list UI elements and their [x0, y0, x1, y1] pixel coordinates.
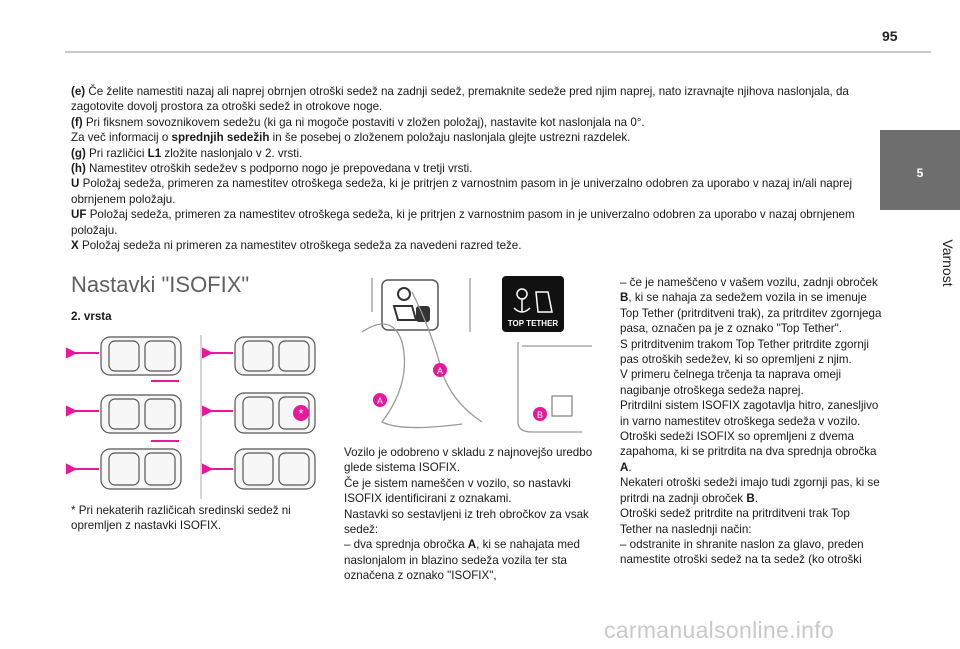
seating-diagram — [65, 331, 333, 503]
seat-row-right-3 — [235, 449, 315, 489]
seat-row-left-3 — [101, 449, 181, 489]
col3-para-ring-b: Nekateri otroški sedeži imajo tudi zgornji pas, ki se pritrdi na zadnji obroček B. — [620, 476, 880, 505]
seat-row-left-2 — [101, 395, 181, 433]
intro-para-info: Za več informacij o sprednjih sedežih in še posebej o zloženem položaju naslonjala glejte ustrezni razdelek. — [71, 131, 631, 145]
col3-para-1: S pritrditvenim trakom Top Tether pritrdite zgornji pas otroških sedežev, ki so opremljeni z njim. — [620, 337, 869, 367]
footnote: * Pri nekaterih različicah sredinski sedež ni opremljen z nastavki ISOFIX. — [71, 504, 291, 533]
marker-a-upper-label: A — [436, 366, 444, 376]
page-number: 95 — [882, 28, 898, 44]
intro-para-e: (e) Če želite namestiti nazaj ali naprej obrnjen otroški sedež na zadnji sedež, premaknite sedeže pred njim naprej, nato izravnajte njihova naslonjala, da zagotovite dovolj prostora za otroški sedež in otrokove noge. — [71, 85, 849, 114]
seat-row-right-1 — [235, 337, 315, 375]
marker-a-lower-label: A — [376, 396, 384, 406]
chapter-tab[interactable] — [880, 130, 960, 210]
watermark: carmanualsonline.info — [604, 617, 835, 643]
seat-row-left-1 — [101, 337, 181, 375]
col3-para-4: Otroški sedež pritrdite na pritrditveni trak Top Tether na naslednji način: — [620, 507, 850, 536]
col3-para-2: V primeru čelnega trčenja ta naprava omeji nagibanje otroškega sedeža naprej. — [620, 368, 842, 397]
header-rule — [65, 51, 931, 53]
isofix-anchors-illustration — [342, 272, 604, 440]
intro-para-x: X Položaj sedeža ni primeren za namestitev otroškega sedeža za navedeni razred teže. — [71, 239, 522, 253]
col2-bullet: – dva sprednja obročka A, ki se nahajata med naslonjalom in blazino sedeža vozila ter sta označena z oznako "ISOFIX", — [344, 538, 580, 583]
col2-para-1: Vozilo je odobreno v skladu z najnovejšo uredbo glede sistema ISOFIX. — [344, 446, 593, 475]
col3-bullet-2: – odstranite in shranite naslon za glavo, preden namestite otroški sedež na ta sedež (ko otroški — [620, 537, 864, 567]
column-3-text — [620, 275, 882, 568]
intro-text — [71, 84, 861, 253]
col3-para-3: Pritrdilni sistem ISOFIX zagotavlja hitro, zanesljivo in varno namestitev otroškega sedeža v vozilo. — [620, 399, 879, 428]
column-2-text — [344, 445, 606, 584]
intro-para-g: (g) Pri različici L1 zložite naslonjalo v 2. vrsti. — [71, 146, 303, 160]
col3-bullet-1: – če je nameščeno v vašem vozilu, zadnji obroček B, ki se nahaja za sedežem vozila in se imenuje Top Tether (pritrditveni trak), za pritrditev zgornjega pasa, označen pa je z oznako "Top Tether". — [620, 276, 882, 336]
col2-para-3: Nastavki so sestavljeni iz treh obročkov za vsak sedež: — [344, 507, 589, 537]
top-tether-label: TOP TETHER — [507, 319, 559, 328]
chapter-label: Varnost — [940, 239, 956, 287]
chapter-number: 5 — [916, 166, 924, 180]
col3-para-rings-a: Otroški sedeži ISOFIX so opremljeni z dvema zapahoma, ki se pritrdita na dva sprednja obročka A. — [620, 430, 877, 474]
intro-para-f: (f) Pri fiksnem sovoznikovem sedežu (ki ga ni mogoče postaviti v zložen položaj), nastavite kot naslonjala na 0°. — [71, 115, 645, 129]
top-tether-badge — [502, 276, 564, 332]
section-title: Nastavki "ISOFIX" — [71, 272, 250, 297]
col2-para-2: Če je sistem nameščen v vozilo, so nastavki ISOFIX identificirani z oznakami. — [344, 476, 571, 506]
intro-para-h: (h) Namestitev otroških sedežev s podporno nogo je prepovedana v tretji vrsti. — [71, 162, 473, 176]
intro-para-u: U Položaj sedeža, primeren za namestitev otroškega sedeža, ki je pritrjen z varnostnim pasom in je univerzalno odobren za uporabo v nazaj in/ali naprej obrnjenem položaju. — [71, 177, 853, 206]
tether-anchor-icon — [552, 396, 572, 416]
intro-para-uf: UF Položaj sedeža, primeren za namestitev otroškega sedeža, ki je pritrjen z varnostnim pasom in je univerzalno odobren za uporabo v nazaj obrnjenem položaju. — [71, 208, 855, 237]
asterisk-label: * — [298, 406, 304, 421]
row-subhead: 2. vrsta — [71, 310, 112, 323]
marker-b-label: B — [536, 410, 544, 420]
isofix-symbol-icon — [382, 280, 438, 330]
